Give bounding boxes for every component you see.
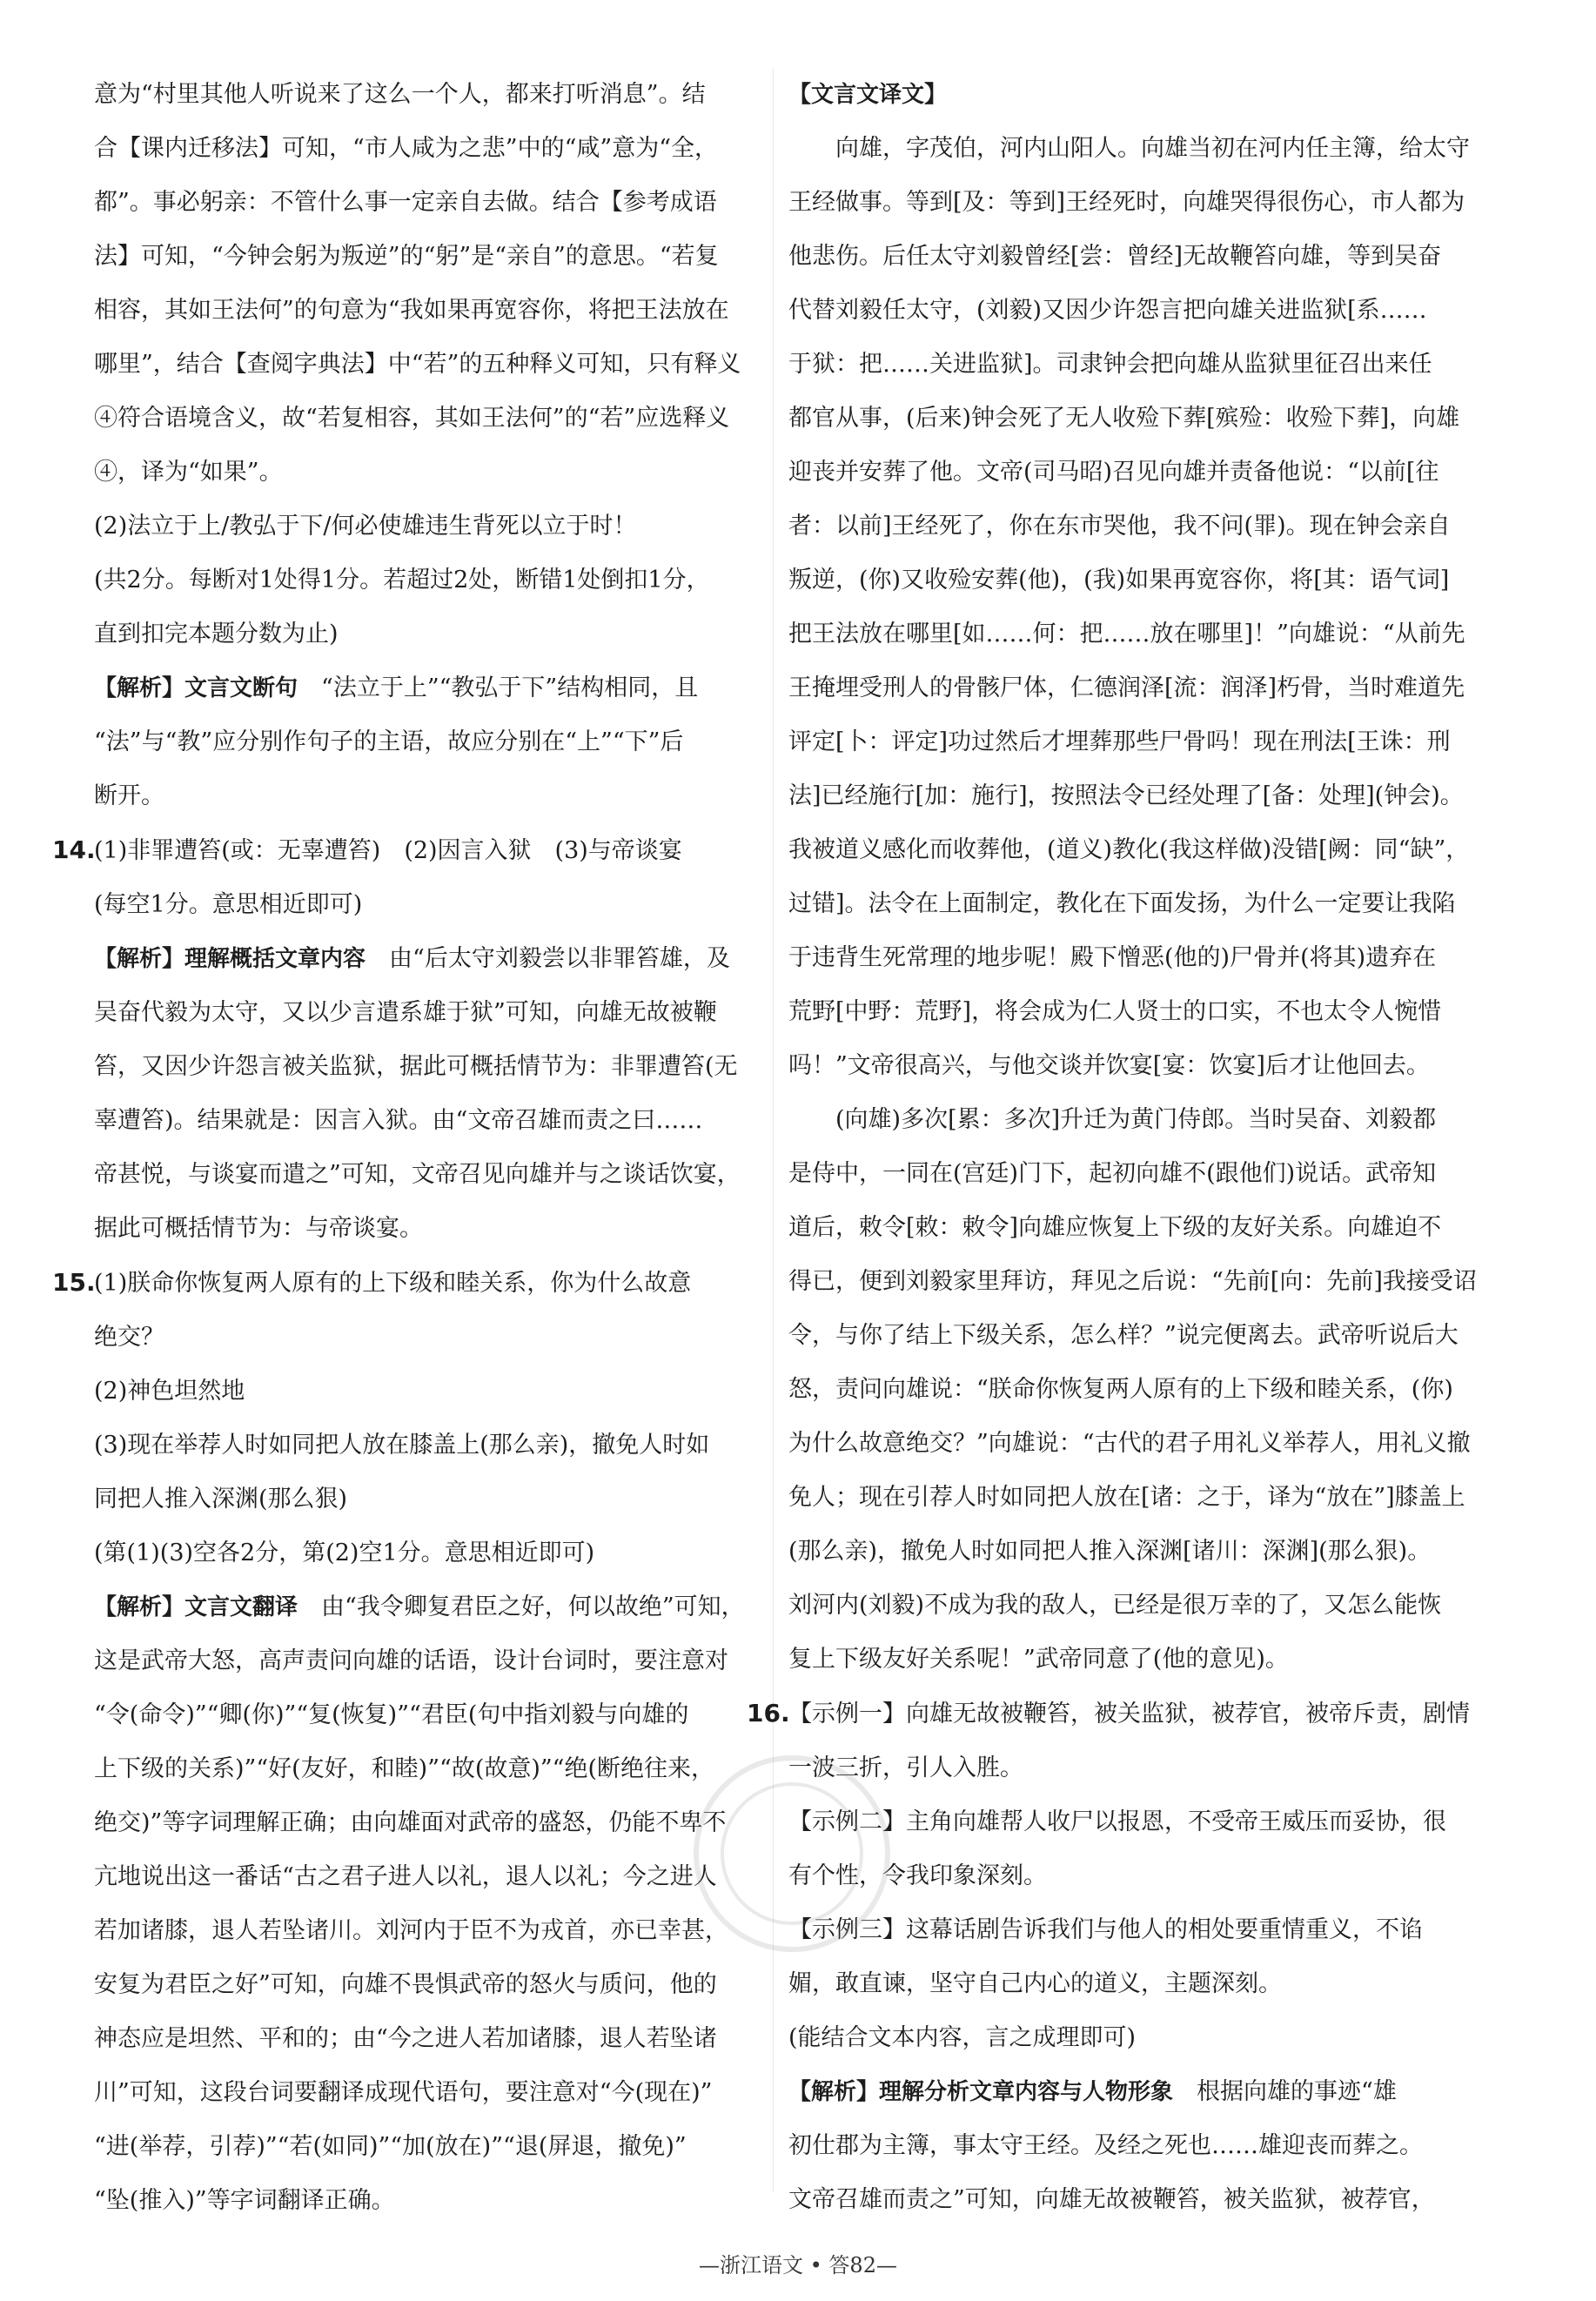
text-line: 初仕郡为主簿，事太守王经。及经之死也……雄迎丧而葬之。	[788, 2132, 1423, 2159]
text-line: 同把人推入深渊(那么狠)	[94, 1486, 348, 1513]
text-line: 王经做事。等到[及：等到]王经死时，向雄哭得很伤心，市人都为	[788, 189, 1465, 216]
text-line: 亢地说出这一番话“古之君子进人以礼，退人以礼；今之进人	[94, 1863, 717, 1890]
text-line: 神态应是坦然、平和的；由“今之进人若加诸膝，退人若坠诸	[94, 2025, 717, 2052]
text-line: 法]已经施行[加：施行]，按照法令已经处理了[备：处理](钟会)。	[788, 782, 1464, 809]
text-line: 迎丧并安葬了他。文帝(司马昭)召见向雄并责备他说：“以前[往	[788, 459, 1439, 486]
text-line: 都”。事必躬亲：不管什么事一定亲自去做。结合【参考成语	[94, 189, 717, 216]
text-line: “进(举荐，引荐)”“若(如同)”“加(放在)”“退(屏退，撤免)”	[94, 2133, 687, 2160]
question-number: 14.	[52, 835, 96, 864]
text-line: (每空1分。意思相近即可)	[94, 891, 363, 918]
text-line: (2)法立于上/教弘于下/何必使雄违生背死以立于时！	[94, 513, 637, 540]
text-line: 向雄，字茂伯，河内山阳人。向雄当初在河内任主簿，给太守	[835, 135, 1470, 162]
analysis-line: 【解析】理解概括文章内容 由“后太守刘毅尝以非罪笞雄，及	[94, 945, 730, 972]
text-line: (2)神色坦然地	[94, 1378, 245, 1405]
text-line: 王掩埋受刑人的骨骸尸体，仁德润泽[流：润泽]朽骨，当时难道先	[788, 674, 1465, 701]
text-line: 帝甚悦，与谈宴而遣之”可知，文帝召见向雄并与之谈话饮宴，	[94, 1161, 741, 1188]
text-line: 刘河内(刘毅)不成为我的敌人，已经是很万幸的了，又怎么能恢	[788, 1592, 1442, 1619]
analysis-line: 【解析】理解分析文章内容与人物形象 根据向雄的事迹“雄	[788, 2078, 1397, 2105]
text-line: (向雄)多次[累：多次]升迁为黄门侍郎。当时吴奋、刘毅都	[835, 1106, 1437, 1133]
text-line: “坠(推入)”等字词翻译正确。	[94, 2187, 395, 2214]
text-line: 免人；现在引荐人时如同把人放在[诸：之于，译为“放在”]膝盖上	[788, 1484, 1465, 1511]
text-line: 【示例三】这幕话剧告诉我们与他人的相处要重情重义，不谄	[788, 1916, 1423, 1943]
text-line: (能结合文本内容，言之成理即可)	[788, 2024, 1137, 2051]
text-line: 为什么故意绝交？”向雄说：“古代的君子用礼义举荐人，用礼义撤	[788, 1430, 1471, 1457]
text-line: 代替刘毅任太守，(刘毅)又因少许怨言把向雄关进监狱[系……	[788, 297, 1427, 324]
text-line: 有个性，令我印象深刻。	[788, 1862, 1047, 1889]
text-line: 评定[卜：评定]功过然后才埋葬那些尸骨吗！现在刑法[王诛：刑	[788, 728, 1451, 755]
text-line: 哪里”，结合【查阅字典法】中“若”的五种释义可知，只有释义	[94, 351, 741, 378]
text-line: 据此可概括情节为：与帝谈宴。	[94, 1215, 423, 1242]
text-line: ④符合语境含义，故“若复相容，其如王法何”的“若”应选释义	[94, 405, 730, 432]
logo-watermark-icon	[609, 1741, 975, 1967]
text-line: 吗！”文帝很高兴，与他交谈并饮宴[宴：饮宴]后才让他回去。	[788, 1052, 1430, 1079]
text-line: 一波三折，引人入胜。	[788, 1754, 1023, 1781]
text-line: 道后，敕令[敕：敕令]向雄应恢复上下级的友好关系。向雄迫不	[788, 1214, 1442, 1241]
analysis-tag: 【解析】文言文断句	[94, 675, 298, 701]
text-line: 笞，又因少许怨言被关监狱，据此可概括情节为：非罪遭笞(无	[94, 1053, 738, 1080]
text-line: (3)现在举荐人时如同把人放在膝盖上(那么亲)，撤免人时如	[94, 1432, 710, 1459]
question-number: 15.	[52, 1268, 96, 1297]
text-line: 【示例二】主角向雄帮人收尸以报恩，不受帝王威压而妥协，很	[788, 1808, 1446, 1835]
text-line: 上下级的关系)”“好(友好，和睦)”“故(故意)”“绝(断绝往来，	[94, 1755, 715, 1782]
text-line: ④，译为“如果”。	[94, 459, 283, 486]
question-number: 16.	[747, 1699, 790, 1727]
text-line: 复上下级友好关系呢！”武帝同意了(他的意见)。	[788, 1646, 1289, 1673]
text-line: 断开。	[94, 782, 164, 809]
text-line: 叛逆，(你)又收殓安葬(他)，(我)如果再宽容你，将[其：语气词]	[788, 567, 1450, 594]
text-line: 怒，责问向雄说：“朕命你恢复两人原有的上下级和睦关系，(你)	[788, 1376, 1453, 1403]
question-16: 16.【示例一】向雄无故被鞭笞，被关监狱，被荐官，被帝斥责，剧情	[788, 1687, 1485, 1741]
text-line: 相容，其如王法何”的句意为“我如果再宽容你，将把王法放在	[94, 297, 729, 324]
text-line: 把王法放在哪里[如……何：把……放在哪里]！”向雄说：“从前先	[788, 621, 1465, 647]
text-line: 媚，敢直谏，坚守自己内心的道义，主题深刻。	[788, 1970, 1282, 1997]
text-line: (那么亲)，撤免人时如同把人推入深渊[诸川：深渊](那么狠)。	[788, 1538, 1432, 1565]
analysis-tag: 【解析】理解分析文章内容与人物形象	[788, 2079, 1174, 2105]
text-line: 于狱：把……关进监狱]。司隶钟会把向雄从监狱里征召出来任	[788, 351, 1432, 378]
text-line: 都官从事，(后来)钟会死了无人收殓下葬[殡殓：收殓下葬]，向雄	[788, 405, 1460, 432]
text-line: 得已，便到刘毅家里拜访，拜见之后说：“先前[向：先前]我接受诏	[788, 1268, 1477, 1295]
question-15: 15.(1)朕命你恢复两人原有的上下级和睦关系，你为什么故意	[94, 1256, 764, 1311]
text-line: 川”可知，这段台词要翻译成现代语句，要注意对“今(现在)”	[94, 2079, 713, 2106]
text-line: 法】可知，“今钟会躬为叛逆”的“躬”是“亲自”的意思。“若复	[94, 243, 719, 270]
question-14: 14.(1)非罪遭笞(或：无辜遭笞) (2)因言入狱 (3)与帝谈宴	[94, 823, 764, 878]
analysis-tag: 【解析】理解概括文章内容	[94, 946, 366, 972]
section-heading: 【文言文译文】	[788, 82, 948, 108]
text-line: 于违背生死常理的地步呢！殿下憎恶(他的)尸骨并(将其)遗弃在	[788, 944, 1437, 971]
text-line: “令(命令)”“卿(你)”“复(恢复)”“君臣(句中指刘毅与向雄的	[94, 1701, 689, 1728]
text-line: 文帝召雄而责之”可知，向雄无故被鞭笞，被关监狱，被荐官，	[788, 2186, 1435, 2213]
text-line: 这是武帝大怒，高声责问向雄的话语，设计台词时，要注意对	[94, 1647, 728, 1674]
text-line: 直到扣完本题分数为止)	[94, 621, 339, 647]
text-line: 过错]。法令在上面制定，教化在下面发扬，为什么一定要让我陷	[788, 890, 1456, 917]
text-line: 辜遭笞)。结果就是：因言入狱。由“文帝召雄而责之曰……	[94, 1107, 703, 1134]
text-line: 者：以前]王经死了，你在东市哭他，我不问(罪)。现在钟会亲自	[788, 513, 1451, 540]
text-line: 若加诸膝，退人若坠诸川。刘河内于臣不为戎首，亦已幸甚，	[94, 1917, 728, 1944]
text-line: 绝交？	[94, 1324, 164, 1351]
text-line: 合【课内迁移法】可知，“市人咸为之悲”中的“咸”意为“全，	[94, 135, 719, 162]
text-line: 他悲伤。后任太守刘毅曾经[尝：曾经]无故鞭笞向雄，等到吴奋	[788, 243, 1442, 270]
text-line: 吴奋代毅为太守，又以少言遣系雄于狱”可知，向雄无故被鞭	[94, 999, 717, 1026]
text-line: 意为“村里其他人听说来了这么一个人，都来打听消息”。结	[94, 81, 706, 108]
text-line: “法”与“教”应分别作句子的主语，故应分别在“上”“下”后	[94, 728, 684, 755]
text-line: (共2分。每断对1处得1分。若超过2处，断错1处倒扣1分，	[94, 567, 710, 594]
analysis-tag: 【解析】文言文翻译	[94, 1594, 298, 1620]
text-line: 我被道义感化而收葬他，(道义)教化(我这样做)没错[阙：同“缺”，	[788, 836, 1470, 863]
text-line: 荒野[中野：荒野]，将会成为仁人贤士的口实，不也太令人惋惜	[788, 998, 1442, 1025]
text-line: 绝交)”等字词理解正确；由向雄面对武帝的盛怒，仍能不卑不	[94, 1809, 727, 1836]
text-line: 是侍中，一同在(宫廷)门下，起初向雄不(跟他们)说话。武帝知	[788, 1160, 1437, 1187]
text-line: (第(1)(3)空各2分，第(2)空1分。意思相近即可)	[94, 1540, 595, 1566]
analysis-line: 【解析】文言文断句 “法立于上”“教弘于下”结构相同，且	[94, 674, 699, 701]
text-line: 安复为君臣之好”可知，向雄不畏惧武帝的怒火与质问，他的	[94, 1971, 717, 1998]
analysis-line: 【解析】文言文翻译 由“我令卿复君臣之好，何以故绝”可知，	[94, 1593, 745, 1620]
page-footer: —浙江语文 • 答82—	[699, 2253, 897, 2278]
text-line: 令，与你了结上下级关系，怎么样？”说完便离去。武帝听说后大	[788, 1322, 1459, 1349]
